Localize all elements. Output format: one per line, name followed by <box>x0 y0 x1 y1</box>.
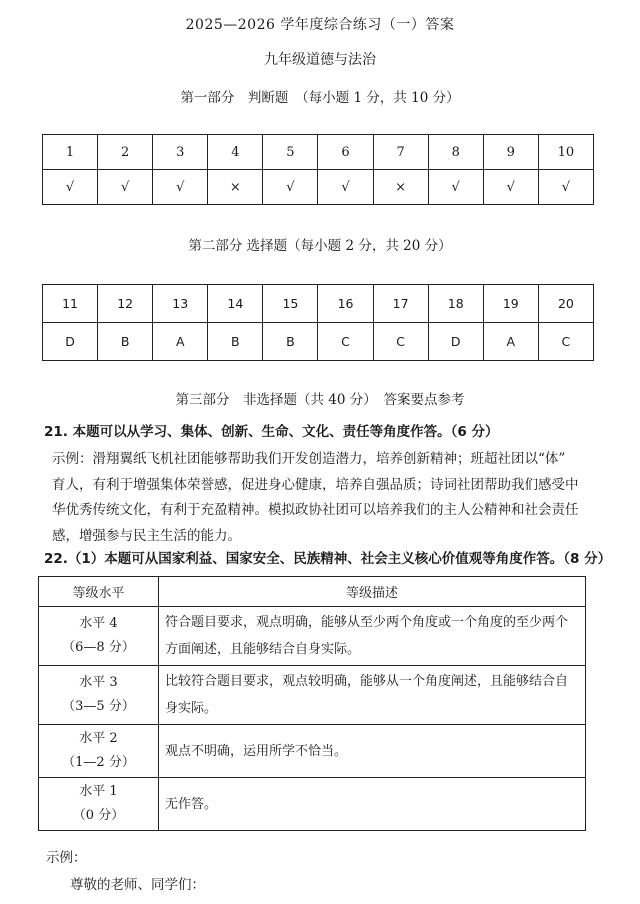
answer-letter: C <box>538 323 593 361</box>
answer-mark: √ <box>318 170 373 205</box>
level-cell <box>39 607 159 666</box>
level-name: 水平 3 <box>79 675 118 690</box>
description-column-header: 等级描述 <box>159 577 586 607</box>
level-name: 水平 4 <box>79 616 118 631</box>
level-cell <box>39 725 159 778</box>
part2-heading: 第二部分 选择题（每小题 2 分，共 20 分） <box>188 238 452 254</box>
question-21-title: 21. 本题可以从学习、集体、创新、生命、文化、责任等角度作答。（6 分） <box>44 424 499 440</box>
question-number: 20 <box>538 285 593 323</box>
subject-title: 九年级道德与法治 <box>264 52 376 68</box>
description-line: 方面阐述，且能够结合自身实际。 <box>165 642 361 657</box>
description-line: 无作答。 <box>165 796 218 812</box>
description-line: 观点不明确，运用所学不恰当。 <box>165 743 348 759</box>
answer-mark: × <box>208 170 263 205</box>
answer-mark: √ <box>263 170 318 205</box>
question-21-sample-answer <box>52 447 592 549</box>
sample-line: 感，增强参与民主生活的能力。 <box>52 527 241 544</box>
question-number: 10 <box>538 135 593 170</box>
level-score: （0 分） <box>72 808 125 823</box>
question-number: 17 <box>373 285 428 323</box>
level-score: （1—2 分） <box>62 755 135 770</box>
answer-mark: × <box>373 170 428 205</box>
question-22-title: 22.（1）本题可从国家利益、国家安全、民族精神、社会主义核心价值观等角度作答。（8 分） <box>44 551 612 567</box>
sample-line: 华优秀传统文化，有利于充盈精神。模拟政协社团可以培养我们的主人公精神和社会责任 <box>52 502 579 518</box>
question-number: 7 <box>373 135 428 170</box>
answer-letter: A <box>153 323 208 361</box>
true-false-answer-table <box>42 134 594 205</box>
question-number: 3 <box>153 135 208 170</box>
part1-heading: 第一部分 判断题 （每小题 1 分，共 10 分） <box>180 90 460 106</box>
level-cell <box>39 778 159 831</box>
answer-letter: B <box>263 323 318 361</box>
answer-letter: C <box>373 323 428 361</box>
part3-heading: 第三部分 非选择题（共 40 分） 答案要点参考 <box>175 392 465 408</box>
question-number-row <box>43 285 594 323</box>
example-greeting: 尊敬的老师、同学们： <box>70 877 205 893</box>
description-cell <box>159 666 586 725</box>
answer-letter: B <box>208 323 263 361</box>
level-name: 水平 2 <box>79 731 118 746</box>
description-line: 比较符合题目要求，观点较明确，能够从一个角度阐述，且能够结合自 <box>165 674 569 689</box>
question-number: 9 <box>483 135 538 170</box>
answer-letter: D <box>43 323 98 361</box>
level-name: 水平 1 <box>79 784 118 799</box>
description-line: 符合题目要求，观点明确，能够从至少两个角度或一个角度的至少两个 <box>165 615 569 630</box>
rubric-header-row <box>39 577 586 607</box>
answer-mark: √ <box>153 170 208 205</box>
sample-line: 育人，有利于增强集体荣誉感，促进身心健康，培养自强品质；诗词社团帮助我们感受中 <box>52 476 579 493</box>
question-number: 6 <box>318 135 373 170</box>
description-cell <box>159 725 586 778</box>
rubric-row <box>39 607 586 666</box>
question-number: 2 <box>98 135 153 170</box>
question-number: 4 <box>208 135 263 170</box>
answer-row <box>43 323 594 361</box>
document-title: 2025—2026 学年度综合练习（一）答案 <box>185 17 455 33</box>
answer-mark: √ <box>43 170 98 205</box>
question-number-row <box>43 135 594 170</box>
rubric-row <box>39 778 586 831</box>
level-score: （6—8 分） <box>62 640 135 655</box>
question-number: 18 <box>428 285 483 323</box>
answer-mark: √ <box>428 170 483 205</box>
question-number: 11 <box>43 285 98 323</box>
question-number: 13 <box>153 285 208 323</box>
answer-mark: √ <box>483 170 538 205</box>
rubric-row <box>39 666 586 725</box>
question-number: 16 <box>318 285 373 323</box>
question-number: 14 <box>208 285 263 323</box>
grading-rubric-table <box>38 576 586 831</box>
rubric-row <box>39 725 586 778</box>
answer-letter: B <box>98 323 153 361</box>
sample-line: 示例：滑翔翼纸飞机社团能够帮助我们开发创造潜力，培养创新精神；班超社团以“体” <box>52 451 566 467</box>
answer-letter: C <box>318 323 373 361</box>
question-number: 1 <box>43 135 98 170</box>
question-number: 5 <box>263 135 318 170</box>
question-number: 8 <box>428 135 483 170</box>
description-cell <box>159 778 586 831</box>
answer-letter: D <box>428 323 483 361</box>
answer-letter: A <box>483 323 538 361</box>
question-number: 12 <box>98 285 153 323</box>
description-cell <box>159 607 586 666</box>
description-line: 身实际。 <box>165 701 218 716</box>
question-number: 19 <box>483 285 538 323</box>
multiple-choice-answer-table <box>42 284 594 361</box>
level-column-header: 等级水平 <box>39 577 159 607</box>
question-number: 15 <box>263 285 318 323</box>
example-label: 示例： <box>46 850 87 866</box>
level-score: （3—5 分） <box>62 699 135 714</box>
answer-mark: √ <box>98 170 153 205</box>
answer-mark: √ <box>538 170 593 205</box>
level-cell <box>39 666 159 725</box>
answer-row <box>43 170 594 205</box>
